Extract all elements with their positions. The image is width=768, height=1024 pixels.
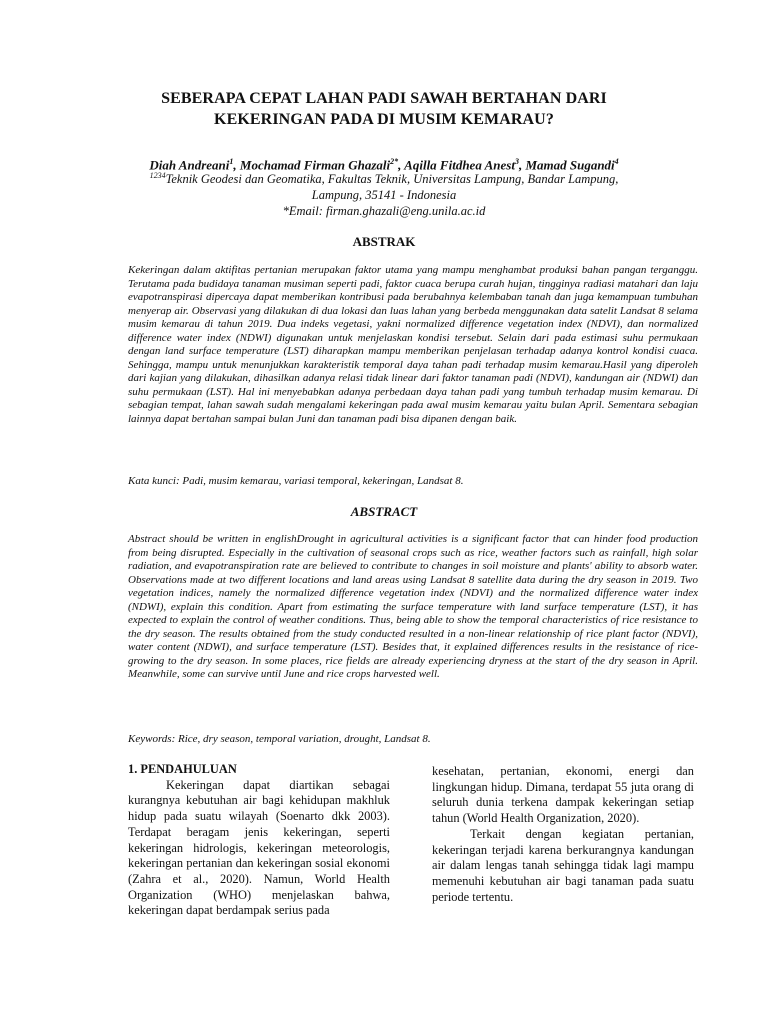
affiliation-line-2: Lampung, 35141 - Indonesia [311,188,457,203]
abstrak-keywords: Kata kunci: Padi, musim kemarau, variasi temporal, kekeringan, Landsat 8. [128,475,464,487]
author-name: , Mamad Sugandi [518,157,615,173]
author-name: , Mochamad Firman Ghazali [233,157,391,173]
author-affil-sup: 2* [390,157,399,166]
abstract-body: Abstract should be written in englishDrought in agricultural activities is a significant factor that can hinder food production from being disrupted. Especially in the cultivation of seasonal crops such as rice, weather factors such as rainfall, high solar radiation, and evapotranspiration rate are believed to contribute to changes in soil moisture and plants' ability to absorb water. Observations made at two different locations and land areas using Landsat 8 satellite data during the dry season in 2019. Two vegetation indices, namely the normalized difference vegetation index (NDVI) and the normalized difference water index (NDWI), explain this condition. Apart from estimating the surface temperature with land surface temperature (LST), it has expected to explain the control of weather conditions. Thus, being able to show the temporal characteristics of rice resistance to the dry season. The results obtained from the study conducted resulted in a non-linear relationship of rice plant factor (NDVI), water content (NDWI), and surface temperature (LST). Besides that, it explained differences results in the resistance of rice-growing to the dry season. In some places, rice fields are already experiencing dryness at the start of the dry season in April. Meanwhile, some can survive until June and rice crops harvested well. [128,533,698,680]
affiliation-sup: 1234 [149,171,166,180]
abstract-keywords: Keywords: Rice, dry season, temporal variation, drought, Landsat 8. [128,733,431,745]
abstract-heading: ABSTRACT [350,504,418,519]
affiliation-line-1: Teknik Geodesi dan Geomatika, Fakultas Teknik, Universitas Lampung, Bandar Lampung, [165,172,619,187]
author-affil-sup: 3 [514,157,519,166]
body-paragraph: Kekeringan dapat diartikan sebagai kurangnya kebutuhan air bagi kehidupan makhluk hidup pada suatu wilayah (Soenarto dkk 2003). Terdapat beragam jenis kekeringan, seperti kekeringan hidrologis, kekeringan meteorologis, kekeringan pertanian dan kekeringan sosial ekonomi (Zahra et al., 2020). Namun, World Health Organization (WHO) menjelaskan bahwa, kekeringan dapat berdampak serius pada [128,777,390,918]
title-line-1: SEBERAPA CEPAT LAHAN PADI SAWAH BERTAHAN DARI [161,90,607,107]
author-name: , Aqilla Fitdhea Anest [398,157,515,173]
body-paragraph: Terkait dengan kegiatan pertanian, kekeringan terjadi karena berkurangnya kandungan air dalam lengas tanah sehingga tidak lagi mampu memenuhi kebutuhan air bagi tanaman pada suatu periode tertentu. [432,826,694,904]
abstrak-body: Kekeringan dalam aktifitas pertanian merupakan faktor utama yang mampu menghambat produksi bahan pangan terganggu. Terutama pada budidaya tanaman musiman seperti padi, faktor cuaca berupa curah hujan, tingginya radiasi matahari dan laju evapotranspirasi dipercaya dapat memberikan kontribusi pada berubahnya kelembaban tanah dan juga kemampuan tumbuhan menyerap air. Observasi yang dilakukan di dua lokasi dan luas lahan yang berbeda menggunakan data satelit Landsat 8 selama musim kemarau di tahun 2019. Dua indeks vegetasi, yakni normalized difference vegetation index (NDVI), dan normalized difference water index (NDWI) digunakan untuk menjelaskan kondisi tersebut. Selain dari pada estimasi suhu permukaan dengan land surface temperature (LST) diharapkan mampu memberikan penjelasan terhadap adanya kontrol kondisi cuaca. Sehingga, mampu untuk menunjukkan karakteristik temporal daya tahan padi terhadap musim kemarau.Hasil yang diperoleh dari kajian yang dilakukan, dihasilkan adanya relasi tidak linear dari faktor tanaman padi (NDVI), kandungan air (NDWI) dan suhu permukaan (LST). Hal ini menyebabkan adanya perbedaan daya tahan padi yang tumbuh terhadap musim kemarau. Di sebagian tempat, lahan sawah sudah mengalami kekeringan pada awal musim kemarau yaitu bulan April. Sementara sebagian lainnya dapat bertahan sampai bulan Juni dan tanaman padi bisa dipanen dengan baik. [128,264,698,425]
author-email: *Email: firman.ghazali@eng.unila.ac.id [282,204,486,219]
body-paragraph-continued: kesehatan, pertanian, ekonomi, energi dan lingkungan hidup. Dimana, terdapat 55 juta orang di seluruh dunia terkena dampak kekeringan setiap tahun (World Health Organization, 2020). [432,764,694,826]
title-line-2: KEKERINGAN PADA DI MUSIM KEMARAU? [214,111,554,128]
section-heading: 1. PENDAHULUAN [128,762,237,776]
author-affil-sup: 4 [614,157,619,166]
affiliation-block [110,168,658,219]
author-affil-sup: 1 [229,157,234,166]
body-column-left [128,762,390,919]
paper-title [120,88,648,130]
abstrak-heading: ABSTRAK [352,234,416,249]
author-name: Diah Andreani [149,157,230,173]
body-column-right [432,764,694,905]
